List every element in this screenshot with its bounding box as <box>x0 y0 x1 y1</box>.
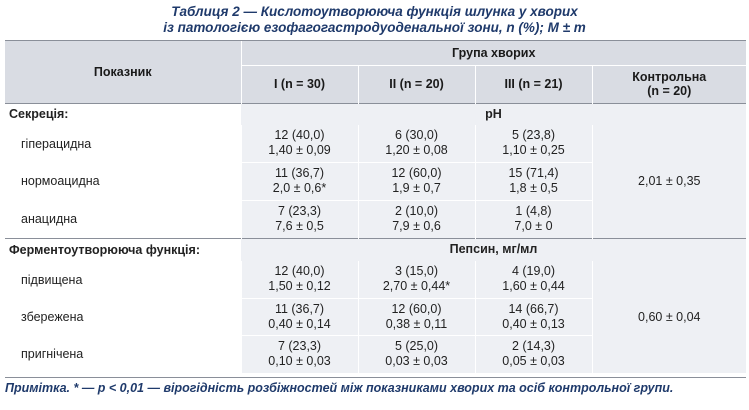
table-note: Примітка. * — p < 0,01 — вірогідність розбіжностей між показниками хворих та осіб контрольної групи. <box>5 381 674 395</box>
header-indicator: Показник <box>5 41 241 103</box>
cell-mean: 0,38 ± 0,11 <box>385 316 448 331</box>
cell-mean: 1,40 ± 0,09 <box>268 143 331 158</box>
cell-mean: 1,60 ± 0,44 <box>502 279 565 294</box>
cell-mean: 2,70 ± 0,44* <box>382 279 451 294</box>
header-col-3: III (n = 21) <box>475 65 592 103</box>
row-label: збережена <box>5 298 241 335</box>
cell-mean: 1,8 ± 0,5 <box>509 181 558 195</box>
cell-count: 14 (66,7) <box>508 301 559 316</box>
cell-mean: 1,10 ± 0,25 <box>502 143 565 158</box>
data-table <box>5 41 746 373</box>
row-label: нормоацидна <box>5 162 241 200</box>
cell-mean: 1,9 ± 0,7 <box>392 181 441 195</box>
cell-count: 5 (23,8) <box>511 128 556 143</box>
caption-line-2: із патологією езофагогастродуоденальної зони, n (%); M ± m <box>163 20 586 35</box>
cell-count: 3 (15,0) <box>394 264 439 279</box>
secretion-control: 2,01 ± 0,35 <box>592 125 746 238</box>
secretion-title: Секреція: <box>5 103 241 125</box>
cell-mean: 7,6 ± 0,5 <box>275 219 324 233</box>
row-label: анацидна <box>5 200 241 238</box>
cell-count: 12 (40,0) <box>274 264 325 279</box>
cell-mean: 0,40 ± 0,13 <box>502 316 565 331</box>
row-label: пригнічена <box>5 335 241 373</box>
table-row <box>5 125 746 162</box>
cell-count: 11 (36,7) <box>274 166 325 180</box>
cell-count: 7 (23,3) <box>277 339 322 354</box>
cell-count: 7 (23,3) <box>277 204 322 218</box>
cell-count: 12 (40,0) <box>274 128 325 143</box>
cell-count: 2 (10,0) <box>394 204 439 218</box>
header-col-2: II (n = 20) <box>358 65 475 103</box>
cell-count: 5 (25,0) <box>394 339 439 354</box>
cell-mean: 1,50 ± 0,12 <box>268 279 331 294</box>
cell-count: 6 (30,0) <box>394 128 439 143</box>
table-caption <box>0 4 749 36</box>
row-label: гіперацидна <box>5 125 241 162</box>
enzyme-title: Ферментоутворююча функція: <box>5 238 241 261</box>
cell-count: 11 (36,7) <box>274 301 325 316</box>
cell-count: 12 (60,0) <box>391 166 442 180</box>
header-col-1: I (n = 30) <box>241 65 358 103</box>
header-group: Група хворих <box>241 41 746 65</box>
cell-mean: 1,20 ± 0,08 <box>385 143 448 158</box>
enzyme-control: 0,60 ± 0,04 <box>592 261 746 373</box>
cell-mean: 0,10 ± 0,03 <box>268 354 331 369</box>
cell-mean: 2,0 ± 0,6* <box>272 181 327 195</box>
cell-count: 4 (19,0) <box>511 264 556 279</box>
cell-count: 2 (14,3) <box>511 339 556 354</box>
cell-mean: 0,03 ± 0,03 <box>385 354 448 369</box>
secretion-title-row <box>5 103 746 125</box>
cell-count: 1 (4,8) <box>515 204 552 218</box>
enzyme-unit: Пепсин, мг/мл <box>241 238 746 261</box>
cell-mean: 0,05 ± 0,03 <box>502 354 565 369</box>
caption-line-1: Таблиця 2 — Кислотоутворююча функція шлунка у хворих <box>171 4 578 19</box>
cell-count: 15 (71,4) <box>508 166 559 180</box>
cell-count: 12 (60,0) <box>391 301 442 316</box>
header-col-control <box>592 65 746 103</box>
header-row-1 <box>5 41 746 65</box>
cell-mean: 0,40 ± 0,14 <box>268 316 331 331</box>
header-control-line-1: Контрольна <box>632 70 707 84</box>
header-control-line-2: (n = 20) <box>647 84 692 98</box>
cell-mean: 7,9 ± 0,6 <box>392 219 441 233</box>
secretion-unit: pH <box>241 103 746 125</box>
table-row <box>5 261 746 298</box>
enzyme-title-row <box>5 238 746 261</box>
table-bottom-rule <box>5 377 746 378</box>
cell-mean: 7,0 ± 0 <box>514 219 553 233</box>
row-label: підвищена <box>5 261 241 298</box>
